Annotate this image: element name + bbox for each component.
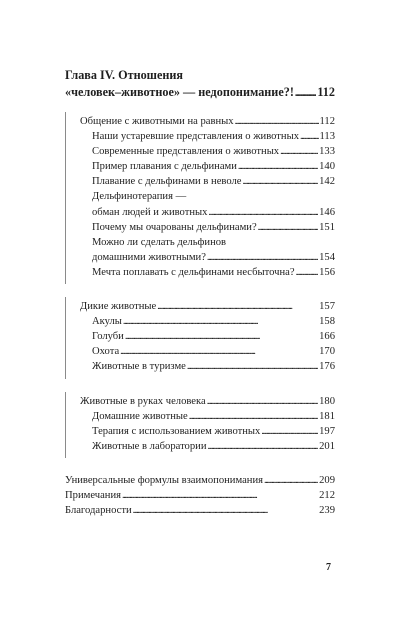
toc-entry-label: домашними животными? bbox=[92, 251, 206, 263]
toc-entry-page: 154 bbox=[319, 251, 335, 263]
toc-entry-page: 180 bbox=[319, 395, 335, 407]
toc-entry[interactable] bbox=[80, 299, 335, 314]
toc-entry[interactable] bbox=[80, 129, 335, 144]
toc-entry-page: 197 bbox=[319, 425, 335, 437]
toc-entry-label: Домашние животные bbox=[92, 410, 188, 422]
toc-group bbox=[65, 392, 335, 458]
leader-dots bbox=[280, 144, 318, 159]
leader-dots bbox=[187, 359, 318, 374]
toc-entry-label: Общение с животными на равных bbox=[80, 116, 234, 127]
leader-dots bbox=[235, 114, 319, 129]
toc-entry-label: Плавание с дельфинами в неволе bbox=[92, 176, 242, 188]
leader-dots bbox=[208, 205, 318, 220]
toc-entry[interactable] bbox=[80, 220, 335, 235]
page-number: 7 bbox=[326, 562, 331, 573]
toc-entry[interactable] bbox=[80, 314, 335, 329]
leader-dots bbox=[296, 265, 319, 280]
leader-dots bbox=[261, 424, 318, 439]
leader-dots bbox=[122, 488, 318, 503]
toc-entry[interactable] bbox=[80, 144, 335, 159]
leader-dots bbox=[123, 314, 318, 329]
toc-entry-label: Животные в туризме bbox=[92, 361, 186, 373]
toc-entry[interactable] bbox=[80, 424, 335, 439]
leader-dots bbox=[208, 439, 319, 454]
toc-entry-label: Современные представления о животных bbox=[92, 146, 280, 158]
toc-entry-label: Благодарности bbox=[65, 505, 132, 517]
toc-entry-page: 212 bbox=[319, 489, 335, 501]
toc-entry-page: 209 bbox=[319, 474, 335, 486]
toc-entry[interactable] bbox=[80, 439, 335, 454]
toc-entry[interactable] bbox=[80, 344, 335, 359]
toc-entry-page: 239 bbox=[319, 505, 335, 517]
toc-entry-label: Дикие животные bbox=[80, 301, 157, 313]
toc-entry-page: 140 bbox=[319, 161, 335, 173]
toc-entry-label: Универсальные формулы взаимопонимания bbox=[65, 474, 264, 486]
toc-entry[interactable] bbox=[80, 329, 335, 344]
toc-entry[interactable] bbox=[65, 503, 335, 518]
leader-dots bbox=[133, 503, 318, 518]
toc-entry-label: Терапия с использованием животных bbox=[92, 425, 261, 437]
toc-entry[interactable] bbox=[65, 473, 335, 488]
toc-entry-page: 176 bbox=[319, 361, 335, 373]
toc-entry-label: обман людей и животных bbox=[92, 206, 208, 218]
toc-entry-label: Почему мы очарованы дельфинами? bbox=[92, 221, 257, 233]
toc-entry[interactable] bbox=[80, 159, 335, 174]
chapter-title-line2: «человек–животное» — недопонимание?! bbox=[65, 85, 294, 99]
toc-entry[interactable] bbox=[80, 174, 335, 189]
toc-entry-page: 142 bbox=[319, 176, 335, 188]
toc-entry[interactable] bbox=[80, 250, 335, 265]
leader-dots bbox=[125, 329, 318, 344]
toc-entry-page: 166 bbox=[319, 331, 335, 343]
leader-dots bbox=[120, 344, 318, 359]
table-of-contents bbox=[65, 112, 335, 535]
leader-dots bbox=[189, 409, 318, 424]
toc-entry-page: 170 bbox=[319, 346, 335, 358]
toc-entry[interactable] bbox=[80, 205, 335, 220]
toc-entry[interactable] bbox=[65, 488, 335, 503]
toc-entry-label: Животные в руках человека bbox=[80, 395, 206, 407]
toc-entry-label: Наши устаревшие представления о животных bbox=[92, 131, 299, 143]
toc-entry[interactable] bbox=[80, 394, 335, 409]
toc-entry[interactable] bbox=[80, 265, 335, 280]
leader-dots bbox=[157, 299, 318, 314]
toc-entry-line: Дельфинотерапия — bbox=[92, 191, 187, 203]
leader-dots bbox=[207, 250, 318, 265]
toc-entry-page: 133 bbox=[319, 146, 335, 158]
chapter-title-line1: Глава IV. Отношения bbox=[65, 68, 184, 82]
leader-dots bbox=[295, 84, 316, 102]
toc-entry-page: 158 bbox=[319, 316, 335, 328]
toc-entry-label: Примечания bbox=[65, 489, 121, 501]
toc-group bbox=[65, 297, 335, 378]
toc-entry-label: Голуби bbox=[92, 331, 124, 343]
toc-entry-page: 181 bbox=[319, 410, 335, 422]
toc-entry-page: 112 bbox=[319, 116, 335, 127]
toc-entry-page: 157 bbox=[319, 301, 335, 313]
toc-entry-page: 151 bbox=[319, 221, 335, 233]
toc-entry-label: Охота bbox=[92, 346, 120, 358]
leader-dots bbox=[242, 174, 318, 189]
toc-entry[interactable] bbox=[80, 409, 335, 424]
chapter-page: 112 bbox=[317, 85, 335, 99]
toc-entry-line: Можно ли сделать дельфинов bbox=[92, 236, 227, 248]
leader-dots bbox=[264, 473, 318, 488]
toc-entry-page: 156 bbox=[319, 266, 335, 278]
toc-entry-label: Животные в лаборатории bbox=[92, 440, 207, 452]
toc-entry-page: 146 bbox=[319, 206, 335, 218]
toc-entry-page: 201 bbox=[319, 440, 335, 452]
toc-entry[interactable] bbox=[80, 114, 335, 129]
toc-entry[interactable] bbox=[80, 359, 335, 374]
toc-entry-label: Пример плавания с дельфинами bbox=[92, 161, 237, 173]
toc-group bbox=[65, 471, 335, 522]
leader-dots bbox=[300, 129, 319, 144]
chapter-title-row bbox=[65, 84, 335, 102]
leader-dots bbox=[238, 159, 318, 174]
toc-entry-label: Акулы bbox=[92, 316, 122, 328]
leader-dots bbox=[258, 220, 318, 235]
toc-entry-label: Мечта поплавать с дельфинами несбыточна? bbox=[92, 266, 295, 278]
toc-group bbox=[65, 112, 335, 284]
toc-entry-page: 113 bbox=[319, 131, 335, 143]
leader-dots bbox=[207, 394, 318, 409]
chapter-heading bbox=[65, 67, 335, 102]
